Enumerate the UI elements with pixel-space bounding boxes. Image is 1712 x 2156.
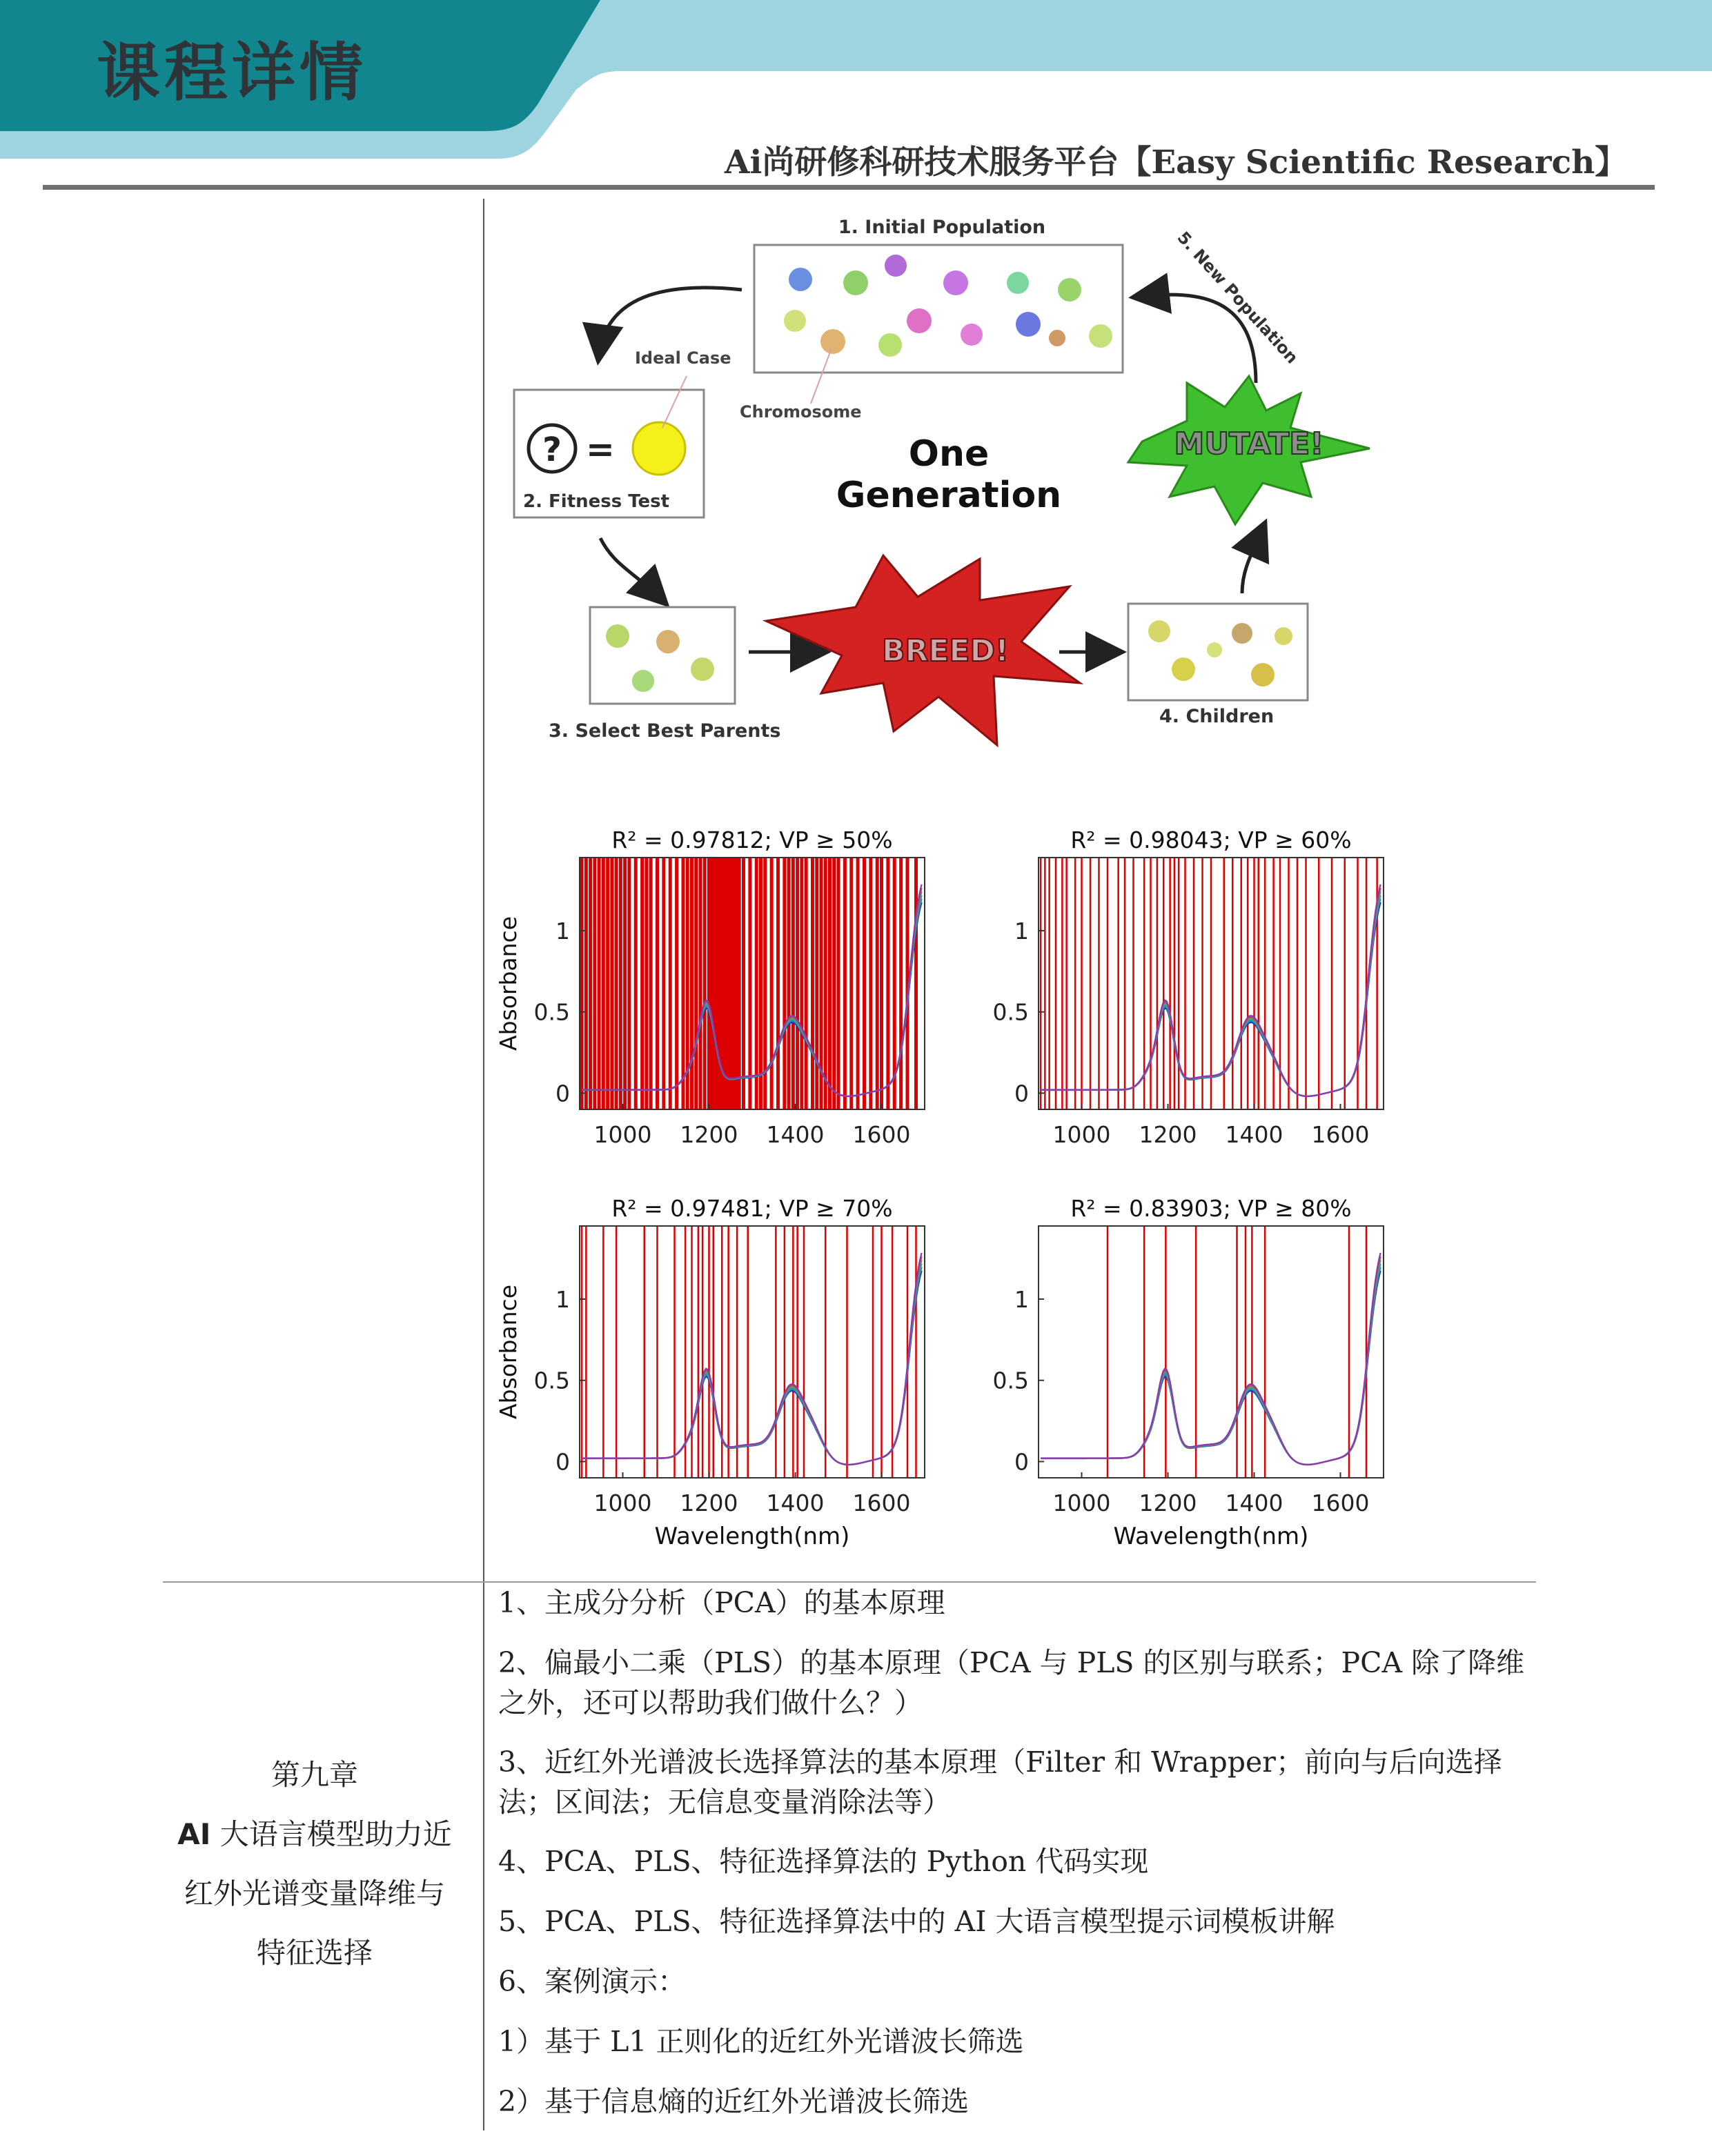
genetic-algorithm-diagram <box>497 200 1408 780</box>
x-tick-label: 1400 <box>1225 1490 1283 1516</box>
content-item-7: 1）基于 L1 正则化的近红外光谱波长筛选 <box>498 2025 1024 2058</box>
plot-area <box>1039 1226 1384 1478</box>
y-tick-label: 1 <box>1014 917 1029 945</box>
breed-label: BREED! <box>881 633 1010 669</box>
step1-label: 1. Initial Population <box>838 217 1046 238</box>
content-item-4: 4、PCA、PLS、特征选择算法的 Python 代码实现 <box>498 1845 1149 1878</box>
step5-label: 5. New Population <box>1173 228 1302 368</box>
child-circle <box>1251 663 1275 686</box>
x-tick-label: 1200 <box>1139 1121 1197 1148</box>
platform-subtitle: Ai尚研修科研技术服务平台【Easy Scientific Research】 <box>725 144 1628 181</box>
chapter-ai-prefix: AI <box>177 1817 211 1851</box>
chapter-number: 第九章 <box>270 1758 358 1792</box>
x-tick-label: 1600 <box>852 1121 911 1148</box>
chart-title: R² = 0.83903; VP ≥ 80% <box>1070 1195 1352 1222</box>
chapter-title-cell <box>163 1745 466 1983</box>
spectrum-chart-1 <box>495 827 925 1148</box>
chapter-title-line4: 特征选择 <box>256 1936 373 1970</box>
y-tick-label: 0 <box>555 1448 570 1476</box>
x-tick-label: 1000 <box>593 1490 652 1516</box>
spectra-figure <box>483 804 1421 1570</box>
step2-label: 2. Fitness Test <box>523 491 670 512</box>
question-mark: ? <box>542 431 562 469</box>
chapter-title-line <box>163 1805 466 1864</box>
y-tick-label: 1 <box>555 1285 570 1313</box>
y-tick-label: 0.5 <box>533 998 570 1026</box>
parent-circle <box>606 624 629 648</box>
spectrum-chart-3 <box>495 1195 925 1550</box>
y-axis-label: Absorbance <box>495 1284 522 1420</box>
mutate-label: MUTATE! <box>1174 426 1324 462</box>
arrow-2-to-3 <box>600 538 662 600</box>
arrow-1-to-2 <box>599 288 742 355</box>
y-tick-label: 0 <box>555 1080 570 1107</box>
x-tick-label: 1600 <box>1311 1121 1370 1148</box>
content-item-2: 2、偏最小二乘（PLS）的基本原理（PCA 与 PLS 的区别与联系；PCA 除了降维之外，还可以帮助我们做什么？） <box>498 1646 1525 1719</box>
x-tick-label: 1200 <box>680 1490 738 1516</box>
initial-population-box <box>754 245 1123 373</box>
content-item-5: 5、PCA、PLS、特征选择算法中的 AI 大语言模型提示词模板讲解 <box>498 1905 1335 1938</box>
spectrum-chart-2 <box>993 827 1384 1148</box>
y-tick-label: 0 <box>1014 1448 1029 1476</box>
x-tick-label: 1600 <box>1311 1490 1370 1516</box>
one-generation-line2: Generation <box>836 475 1062 516</box>
x-axis-label: Wavelength(nm) <box>1113 1523 1309 1550</box>
x-tick-label: 1400 <box>1225 1121 1283 1148</box>
chart-title: R² = 0.97481; VP ≥ 70% <box>611 1195 893 1222</box>
parent-circle <box>632 670 654 692</box>
child-circle <box>1207 642 1222 657</box>
content-item-8: 2）基于信息熵的近红外光谱波长筛选 <box>498 2085 970 2118</box>
x-tick-label: 1000 <box>1052 1490 1111 1516</box>
ideal-case-circle <box>633 422 685 475</box>
x-axis-label: Wavelength(nm) <box>654 1523 850 1550</box>
content-item-6: 6、案例演示： <box>498 1965 687 1998</box>
one-generation-line1: One <box>908 433 990 475</box>
chart-title: R² = 0.98043; VP ≥ 60% <box>1070 827 1352 853</box>
y-tick-label: 0.5 <box>992 1367 1029 1394</box>
x-tick-label: 1200 <box>680 1121 738 1148</box>
child-circle <box>1148 620 1170 642</box>
step3-label: 3. Select Best Parents <box>549 720 781 742</box>
x-tick-label: 1600 <box>852 1490 911 1516</box>
y-tick-label: 1 <box>1014 1285 1029 1313</box>
step4-label: 4. Children <box>1159 706 1275 727</box>
child-circle <box>1172 657 1195 681</box>
y-axis-label: Absorbance <box>495 916 522 1051</box>
x-tick-label: 1400 <box>766 1121 825 1148</box>
spectra-charts <box>495 827 1384 1550</box>
best-parents-box <box>590 607 735 704</box>
parent-circle <box>656 630 680 653</box>
child-circle <box>1232 623 1252 644</box>
y-tick-label: 1 <box>555 917 570 945</box>
content-item-1: 1、主成分分析（PCA）的基本原理 <box>498 1586 945 1619</box>
content-item-3: 3、近红外光谱波长选择算法的基本原理（Filter 和 Wrapper；前向与后向选择法；区间法；无信息变量消除法等） <box>498 1745 1502 1819</box>
parent-circle <box>691 657 714 681</box>
page-title: 课程详情 <box>97 36 368 110</box>
x-tick-label: 1000 <box>1052 1121 1111 1148</box>
chromosome-label: Chromosome <box>740 402 862 422</box>
ideal-case-label: Ideal Case <box>635 348 731 368</box>
x-tick-label: 1400 <box>766 1490 825 1516</box>
arrow-4-to-mutate <box>1242 528 1263 593</box>
plot-area <box>580 858 925 1109</box>
chapter-title-line2: 大语言模型助力近 <box>210 1817 452 1851</box>
chart-title: R² = 0.97812; VP ≥ 50% <box>611 827 893 853</box>
y-tick-label: 0.5 <box>533 1367 570 1394</box>
equals-sign: = <box>586 429 615 469</box>
y-tick-label: 0.5 <box>992 998 1029 1026</box>
x-tick-label: 1000 <box>593 1121 652 1148</box>
header-divider <box>43 185 1655 190</box>
x-tick-label: 1200 <box>1139 1490 1197 1516</box>
chapter-title-line3: 红外光谱变量降维与 <box>184 1877 445 1910</box>
spectrum-chart-4 <box>993 1195 1384 1550</box>
y-tick-label: 0 <box>1014 1080 1029 1107</box>
child-circle <box>1275 627 1292 645</box>
